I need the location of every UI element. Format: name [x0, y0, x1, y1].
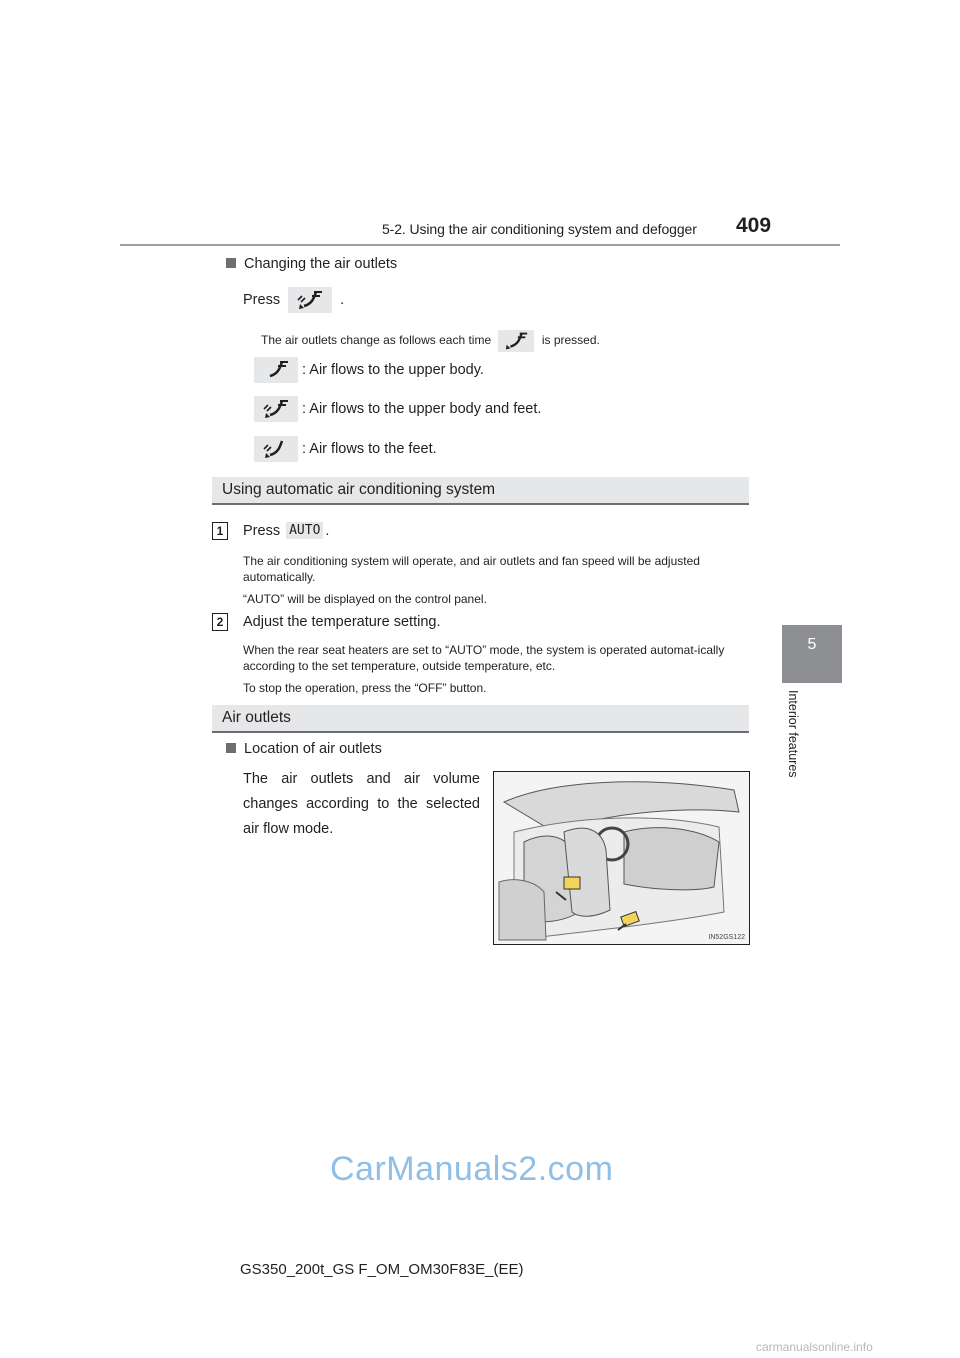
watermark-logo: CarManuals2.com: [330, 1150, 614, 1188]
air-flow-upper-body-feet-icon: [254, 396, 298, 422]
document-code: GS350_200t_GS F_OM_OM30F83E_(EE): [240, 1261, 524, 1278]
step-2-note: When the rear seat heaters are set to “AUTO” mode, the system is operated automat-ically according to the set temperature, outside temperature, etc.: [243, 643, 725, 673]
watermark-secondary: carmanualsonline.info: [756, 1340, 873, 1354]
step-2-text: Adjust the temperature setting.: [243, 614, 441, 630]
air-outlet-mode-icon-inline: [498, 330, 534, 352]
step-2-note: To stop the operation, press the “OFF” button.: [243, 681, 487, 695]
section-header-auto: [212, 477, 749, 505]
step-1-text: Press AUTO .: [243, 523, 330, 539]
air-outlet-note: The air outlets change as follows each time is pressed.: [261, 330, 600, 352]
section-header-air-outlets: [212, 705, 749, 733]
car-interior-drawing: [494, 772, 749, 944]
step-1-note: “AUTO” will be displayed on the control panel.: [243, 592, 487, 606]
step-number-badge: 2: [212, 613, 228, 631]
step-1-note: The air conditioning system will operate, and air outlets and fan speed will be adjusted automatically.: [243, 554, 700, 584]
press-air-outlet-line: Press .: [243, 287, 344, 313]
section-title: Air outlets: [222, 709, 291, 726]
chapter-number: 5: [807, 636, 817, 653]
air-flow-feet-icon: [254, 436, 298, 462]
chapter-tab: [782, 625, 842, 683]
square-bullet-icon: [226, 743, 236, 753]
figure-code: IN52GS122: [708, 934, 745, 941]
running-header: 5-2. Using the air conditioning system and defogger: [382, 221, 697, 237]
step-number-badge: 1: [212, 522, 228, 540]
air-flow-upper-body-icon: [254, 357, 298, 383]
header-divider: [120, 244, 840, 246]
page-number: 409: [736, 214, 772, 237]
location-body: The air outlets and air volume changes according to the selected air flow mode.: [243, 771, 480, 837]
air-flow-upper-body-feet-icon: [296, 290, 324, 310]
location-heading: Location of air outlets: [226, 741, 382, 757]
mode-item: : Air flows to the upper body.: [254, 357, 484, 383]
air-outlet-mode-button[interactable]: [288, 287, 332, 313]
changing-outlets-heading: Changing the air outlets: [226, 256, 397, 272]
section-title: Using automatic air conditioning system: [222, 481, 496, 498]
mode-item: : Air flows to the feet.: [254, 436, 437, 462]
air-flow-upper-body-feet-icon: [503, 331, 529, 351]
square-bullet-icon: [226, 258, 236, 268]
car-interior-illustration: [493, 771, 750, 945]
chapter-title-text: Interior features: [786, 690, 800, 778]
mode-item: : Air flows to the upper body and feet.: [254, 396, 541, 422]
chapter-title: [786, 690, 800, 800]
auto-button[interactable]: AUTO: [286, 522, 323, 539]
